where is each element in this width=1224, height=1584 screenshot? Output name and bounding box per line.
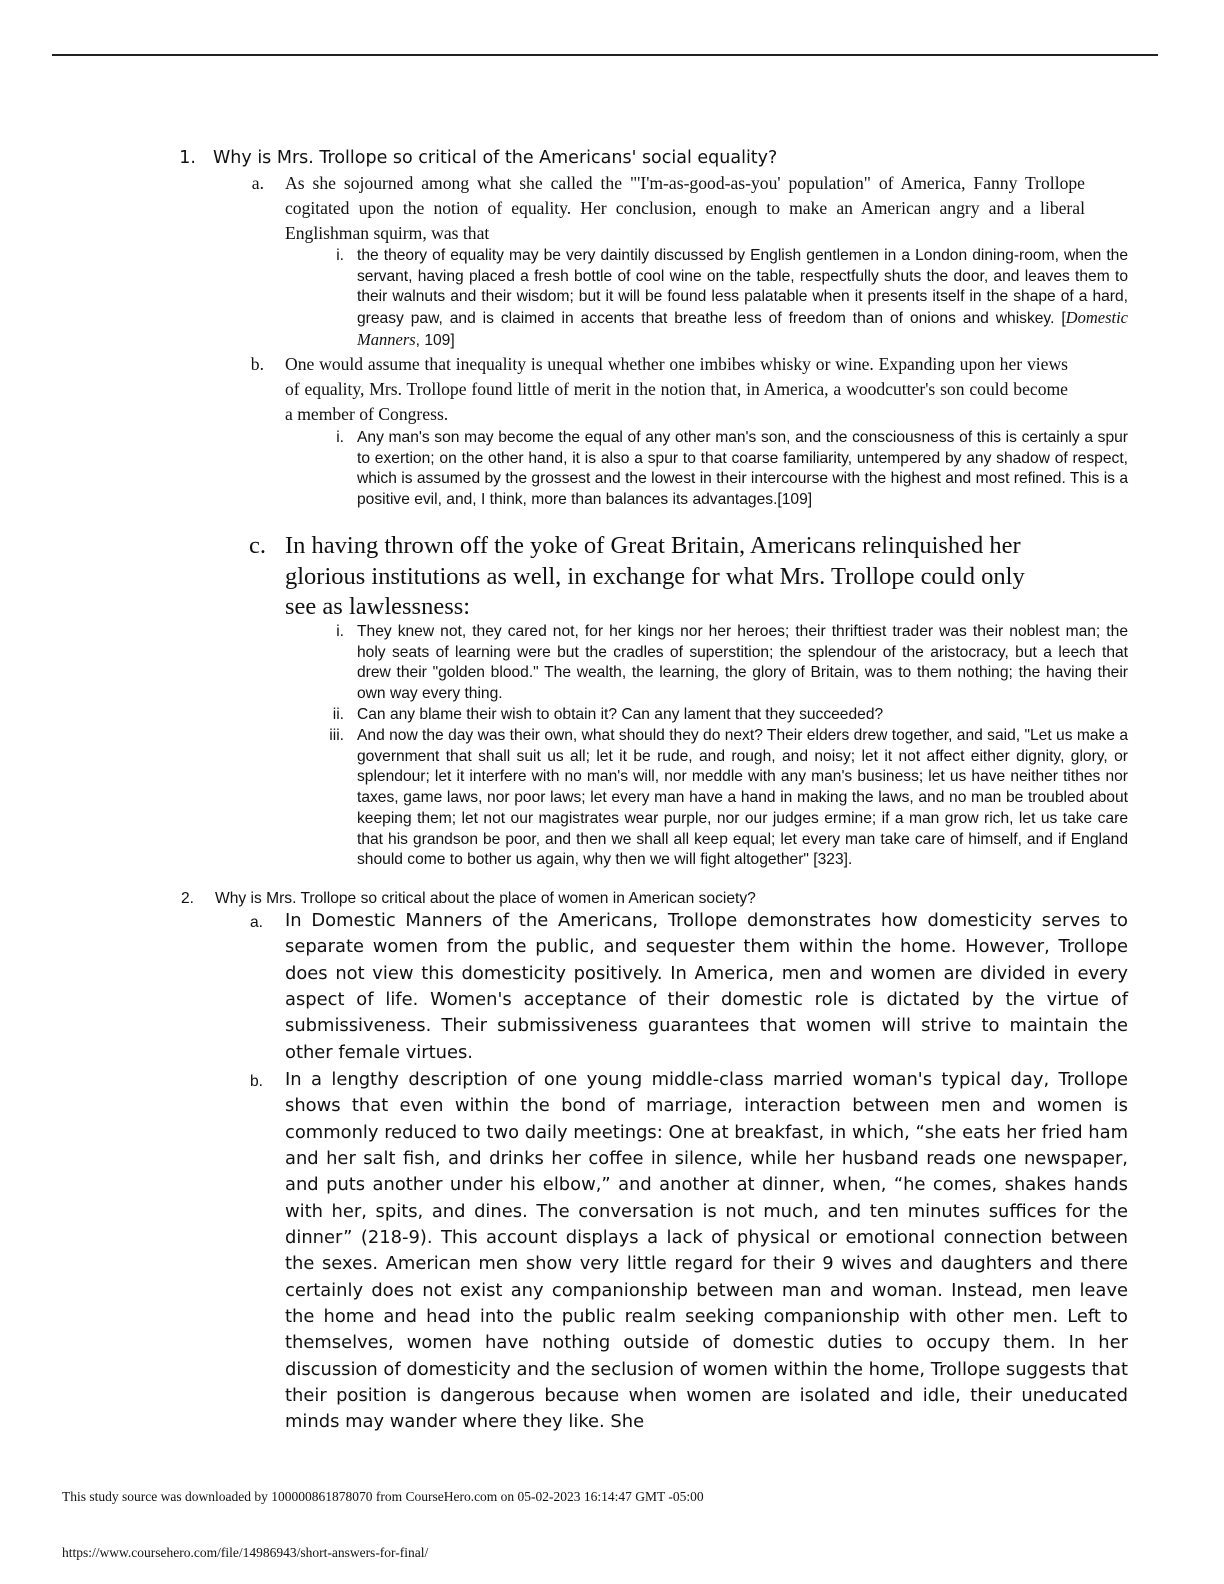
q1-a-paragraph: As she sojourned among what she called the "'I'm-as-good-as-you' population" of America, Fanny Trollope cogitated upon the notion of equality. Her conclusion, enough to make an American angry and a liberal Englishman squirm, was that bbox=[285, 173, 1085, 243]
q1-c-quote-1-marker: i. bbox=[336, 623, 344, 640]
q2-a-marker: a. bbox=[249, 914, 263, 931]
q1-c-marker: c. bbox=[249, 532, 266, 559]
q2-a-paragraph: In Domestic Manners of the Americans, Trollope demonstrates how domesticity serves to separate women from the public, and sequester them within the home. However, Trollope does not view this domesticity positively. In America, men and women are divided in every aspect of life. Women's acceptance of their domestic role is dictated by the virtue of submissiveness. Their submissiveness guarantees that women will strive to maintain the other female virtues. bbox=[285, 910, 1128, 1063]
header-rule bbox=[52, 54, 1158, 56]
question-1-text: Why is Mrs. Trollope so critical of the Americans' social equality? bbox=[213, 148, 778, 168]
q1-a-citation-page: , 109] bbox=[415, 331, 455, 349]
question-2-text: Why is Mrs. Trollope so critical about the place of women in American society? bbox=[215, 890, 756, 907]
q2-b-marker: b. bbox=[249, 1073, 263, 1090]
q2-b-paragraph: In a lengthy description of one young middle-class married woman's typical day, Trollope shows that even within the bond of marriage, interaction between men and women is commonly reduced to two daily meetings: One at breakfast, in which, “she eats her fried ham and her salt fish, and drinks her coffee in silence, while her husband reads one newspaper, and puts another under his elbow,” and another at dinner, when, “he comes, shakes hands with her, spits, and dines. The conversation is not much, and ten minutes suffices for the dinner” (218-9). This account displays a lack of physical or emotional connection between the sexes. American men show very little regard for their 9 wives and daughters and there certainly does not exist any companionship between man and woman. Instead, men leave the home and head into the public realm seeking companionship with other men. Left to themselves, women have nothing outside of domestic duties to occupy them. In her discussion of domesticity and the seclusion of women within the home, Trollope suggests that their position is dangerous because when women are isolated and idle, their uneducated minds may wander where they like. She bbox=[285, 1069, 1128, 1433]
q1-c-quote-2-marker: ii. bbox=[332, 706, 344, 723]
question-2-number: 2. bbox=[180, 890, 194, 907]
q1-c-quote-3: And now the day was their own, what should they do next? Their elders drew together, and said, "Let us make a government that shall suit us all; let it be rude, and rough, and noisy; let it not affect either dignity, glory, or splendour; let it interfere with no man's will, nor meddle with any man's business; let us have neither tithes nor taxes, game laws, nor poor laws; let every man have a hand in making the laws, and no man be troubled about keeping them; let not our magistrates wear purple, nor our judges ermine; if a man grow rich, let us take care that his grandson be poor, and then we shall all keep equal; let every man take care of himself, and if England should come to bother us again, why then we will fight altogether" [323]. bbox=[357, 727, 1128, 869]
q1-a-citation-title: Domestic Manners bbox=[357, 308, 1128, 349]
source-url-link[interactable]: https://www.coursehero.com/file/14986943/short-answers-for-final/ bbox=[62, 1545, 429, 1560]
q1-c-quote-2: Can any blame their wish to obtain it? Can any lament that they succeeded? bbox=[357, 706, 884, 723]
q1-b-paragraph: One would assume that inequality is unequal whether one imbibes whisky or wine. Expanding upon her views of equality, Mrs. Trollope found little of merit in the notion that, in America, a woodcutter's son could become a member of Congress. bbox=[285, 354, 1068, 424]
question-1-number: 1. bbox=[179, 148, 196, 168]
q1-b-marker: b. bbox=[250, 354, 264, 374]
q1-b-quote: Any man's son may become the equal of any other man's son, and the consciousness of this is certainly a spur to exertion; on the other hand, it is also a spur to that coarse familiarity, untempered by any shadow of respect, which is assumed by the grossest and the lowest in their intercourse with the highest and most refined. This is a positive evil, and, I think, more than balances its advantages.[109] bbox=[357, 429, 1128, 509]
q1-a-marker: a. bbox=[251, 173, 264, 193]
q1-a-quote bbox=[357, 246, 1128, 352]
q1-a-quote-text: the theory of equality may be very daintily discussed by English gentlemen in a London dining-room, when the servant, having placed a fresh bottle of cool wine on the table, respectfully shuts the door, and leaves them to their walnuts and their wisdom; but it will be found less palatable when it presents itself in the shape of a hard, greasy paw, and is claimed in accents that breathe less of freedom than of onions and whiskey. [ bbox=[357, 247, 1128, 328]
q1-b-quote-marker: i. bbox=[336, 429, 344, 446]
q1-c-quote-3-marker: iii. bbox=[329, 727, 344, 744]
q1-c-paragraph: In having thrown off the yoke of Great Britain, Americans relinquished her glorious institutions as well, in exchange for what Mrs. Trollope could only see as lawlessness: bbox=[285, 532, 1025, 620]
q1-c-quote-1: They knew not, they cared not, for her kings nor her heroes; their thriftiest trader was their noblest man; the holy seats of learning were but the cradles of superstition; the splendour of the aristocracy, but a leech that drew their "golden blood." The wealth, the learning, the glory of Britain, was to them nothing; the having their own way every thing. bbox=[357, 623, 1128, 703]
q1-a-quote-marker: i. bbox=[336, 247, 344, 264]
download-source-note: This study source was downloaded by 100000861878070 from CourseHero.com on 05-02-2023 16:14:47 GMT -05:00 bbox=[62, 1489, 704, 1504]
